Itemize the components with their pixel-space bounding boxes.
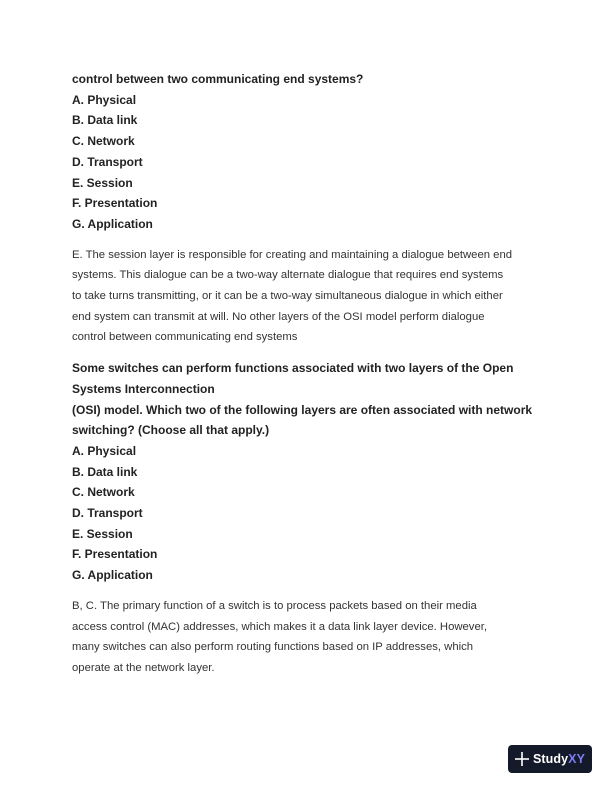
question-1-option: C. Network: [72, 134, 135, 149]
question-1-option: E. Session: [72, 175, 133, 190]
question-2-stem: switching? (Choose all that apply.): [72, 423, 270, 438]
answer-2-line: B, C. The primary function of a switch is to process packets based on their media: [72, 599, 477, 612]
question-1: [72, 69, 548, 235]
answer-1-line: end system can transmit at will. No other layers of the OSI model perform dialogue: [72, 310, 485, 323]
studyxy-badge[interactable]: [508, 745, 592, 773]
answer-1-line: E. The session layer is responsible for creating and maintaining a dialogue between end: [72, 248, 513, 261]
badge-brand-accent: XY: [568, 752, 586, 766]
badge-brand-main: Study: [532, 752, 569, 766]
question-2-stem: Some switches can perform functions associated with two layers of the Open: [72, 361, 514, 376]
question-2-option: E. Session: [72, 526, 133, 541]
question-2-stem: Systems Interconnection: [72, 381, 215, 396]
answer-2-line: many switches can also perform routing functions based on IP addresses, which: [72, 641, 474, 654]
answer-2: [72, 596, 548, 679]
question-1-stem: control between two communicating end systems?: [72, 72, 364, 86]
question-2-option: F. Presentation: [72, 547, 158, 562]
answer-1-line: to take turns transmitting, or it can be a two-way simultaneous dialogue in which either: [72, 290, 503, 303]
question-2-stem: (OSI) model. Which two of the following layers are often associated with network: [72, 402, 533, 417]
answer-1: [72, 245, 548, 349]
answer-2-line: access control (MAC) addresses, which makes it a data link layer device. However,: [72, 620, 488, 633]
question-1-option: B. Data link: [72, 113, 138, 128]
answer-1-line: control between communicating end systems: [72, 331, 298, 344]
question-1-option: F. Presentation: [72, 196, 158, 211]
question-2-option: B. Data link: [72, 464, 138, 479]
question-2-option: A. Physical: [72, 443, 137, 458]
answer-2-line: operate at the network layer.: [72, 661, 215, 674]
question-2-option: G. Application: [72, 568, 153, 583]
question-2: [72, 358, 548, 586]
answer-1-line: systems. This dialogue can be a two-way alternate dialogue that requires end systems: [72, 269, 504, 282]
plus-sparkle-icon: [515, 752, 529, 766]
question-2-option: D. Transport: [72, 506, 143, 521]
question-1-option: G. Application: [72, 216, 153, 231]
question-1-option: A. Physical: [72, 92, 137, 107]
badge-brand: [533, 752, 585, 766]
question-1-option: D. Transport: [72, 154, 143, 169]
question-2-option: C. Network: [72, 485, 135, 500]
document-body: [72, 69, 548, 679]
